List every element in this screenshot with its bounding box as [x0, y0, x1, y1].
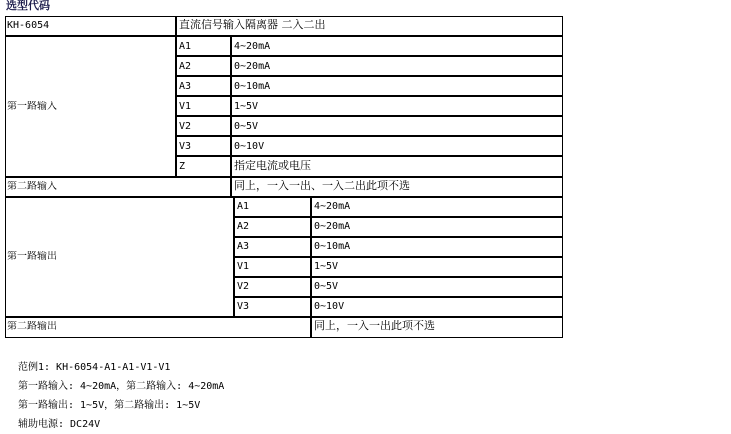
input1-code: V1 [179, 101, 192, 112]
column-divider [233, 197, 235, 317]
input2-label: 第二路输入 [7, 181, 57, 192]
output1-code: A2 [237, 221, 250, 232]
input1-code: Z [179, 161, 186, 172]
example-line: 第一路输入: 4~20mA，第二路输入: 4~20mA [18, 381, 225, 392]
row-divider [5, 316, 563, 318]
output1-label: 第一路输出 [7, 251, 57, 262]
output1-code: V1 [237, 261, 250, 272]
input1-code: V3 [179, 141, 192, 152]
example-line: 第一路输出: 1~5V，第二路输出: 1~5V [18, 400, 201, 411]
input2-note: 同上，一入一出、一入二出此项不选 [234, 180, 410, 192]
row-divider [5, 196, 563, 198]
row-divider [176, 95, 563, 97]
input1-range: 0~10V [234, 141, 265, 152]
output1-code: A3 [237, 241, 250, 252]
row-divider [234, 236, 563, 238]
column-divider [310, 197, 312, 338]
output1-range: 0~10mA [314, 241, 351, 252]
output1-range: 0~5V [314, 281, 339, 292]
output1-range: 1~5V [314, 261, 339, 272]
input1-code: A1 [179, 41, 192, 52]
row-divider [234, 296, 563, 298]
column-divider [230, 36, 232, 177]
row-divider [176, 75, 563, 77]
output1-range: 0~10V [314, 301, 345, 312]
output1-code: A1 [237, 201, 250, 212]
input1-range: 0~5V [234, 121, 259, 132]
column-divider [175, 16, 177, 177]
output1-range: 0~20mA [314, 221, 351, 232]
input1-range: 1~5V [234, 101, 259, 112]
output1-code: V3 [237, 301, 250, 312]
row-divider [176, 115, 563, 117]
input1-range: 指定电流或电压 [234, 160, 311, 172]
example-line: 范例1: KH-6054-A1-A1-V1-V1 [18, 362, 171, 373]
row-divider [176, 55, 563, 57]
output1-range: 4~20mA [314, 201, 351, 212]
column-divider [230, 177, 232, 197]
output1-code: V2 [237, 281, 250, 292]
row-divider [176, 135, 563, 137]
example-notes [18, 358, 224, 434]
input1-code: V2 [179, 121, 192, 132]
input1-range: 4~20mA [234, 41, 271, 52]
input1-label: 第一路输入 [7, 101, 57, 112]
output2-note: 同上，一入一出此项不选 [314, 320, 435, 332]
row-divider [234, 276, 563, 278]
model-code: KH-6054 [7, 20, 50, 31]
input1-code: A3 [179, 81, 192, 92]
row-divider [5, 35, 563, 37]
input1-range: 0~20mA [234, 61, 271, 72]
output2-label: 第二路输出 [7, 321, 57, 332]
input1-range: 0~10mA [234, 81, 271, 92]
model-description: 直流信号输入隔离器 二入二出 [179, 19, 326, 31]
input1-code: A2 [179, 61, 192, 72]
row-divider [234, 216, 563, 218]
row-divider [5, 176, 563, 178]
page-title: 选型代码 [6, 0, 50, 12]
row-divider [234, 256, 563, 258]
row-divider [176, 155, 563, 157]
example-line: 辅助电源: DC24V [18, 419, 101, 430]
